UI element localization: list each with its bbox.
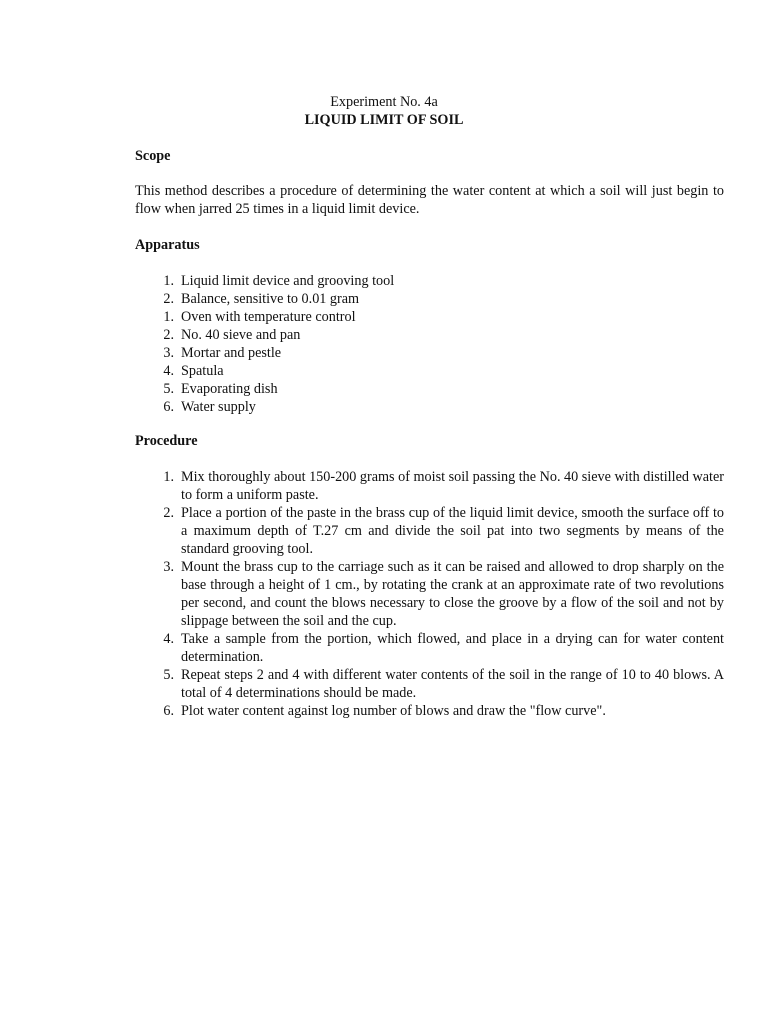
item-text: Mortar and pestle <box>181 345 282 361</box>
item-text: Liquid limit device and grooving tool <box>181 273 395 289</box>
item-number: 6. <box>163 399 174 415</box>
document-title: LIQUID LIMIT OF SOIL <box>304 112 464 128</box>
experiment-number: Experiment No. 4a <box>330 94 438 110</box>
item-number: 2. <box>163 291 174 307</box>
list-item <box>135 630 724 666</box>
step-text: Take a sample from the portion, which flowed, and place in a drying can for water content determination. <box>181 631 724 665</box>
step-number: 1. <box>163 469 174 485</box>
step-number: 6. <box>163 703 174 719</box>
item-text: No. 40 sieve and pan <box>181 327 301 343</box>
scope-text: This method describes a procedure of determining the water content at which a soil will just begin to flow when jarred 25 times in a liquid limit device. <box>135 183 724 217</box>
list-item <box>135 290 724 308</box>
item-number: 5. <box>163 381 174 397</box>
list-item <box>135 344 724 362</box>
item-text: Spatula <box>181 363 224 379</box>
list-item <box>135 380 724 398</box>
apparatus-heading: Apparatus <box>135 237 200 253</box>
step-text: Plot water content against log number of blows and draw the "flow curve". <box>181 703 606 719</box>
apparatus-list <box>135 272 724 416</box>
list-item <box>135 468 724 504</box>
list-item <box>135 308 724 326</box>
step-number: 4. <box>163 631 174 647</box>
item-number: 4. <box>163 363 174 379</box>
item-number: 3. <box>163 345 174 361</box>
step-text: Place a portion of the paste in the brass cup of the liquid limit device, smooth the surface off to a maximum depth of T.27 cm and divide the soil pat into two segments by means of the standard grooving tool. <box>181 505 724 557</box>
list-item <box>135 362 724 380</box>
item-text: Balance, sensitive to 0.01 gram <box>181 291 360 307</box>
item-number: 1. <box>163 309 174 325</box>
step-text: Mix thoroughly about 150-200 grams of moist soil passing the No. 40 sieve with distilled water to form a uniform paste. <box>181 469 725 503</box>
list-item <box>135 326 724 344</box>
list-item <box>135 702 724 720</box>
step-text: Repeat steps 2 and 4 with different water contents of the soil in the range of 10 to 40 blows. A total of 4 determinations should be made. <box>181 667 724 701</box>
item-number: 1. <box>163 273 174 289</box>
scope-heading: Scope <box>135 148 171 164</box>
item-text: Evaporating dish <box>181 381 278 397</box>
step-number: 3. <box>163 559 174 575</box>
list-item <box>135 398 724 416</box>
list-item <box>135 272 724 290</box>
list-item <box>135 504 724 558</box>
item-text: Water supply <box>181 399 256 415</box>
item-text: Oven with temperature control <box>181 309 356 325</box>
step-number: 2. <box>163 505 174 521</box>
procedure-heading: Procedure <box>135 433 198 449</box>
step-number: 5. <box>163 667 174 683</box>
procedure-list <box>135 468 724 720</box>
list-item <box>135 558 724 630</box>
step-text: Mount the brass cup to the carriage such as it can be raised and allowed to drop sharply on the base through a height of 1 cm., by rotating the crank at an approximate rate of two revolutions per second, and count the blows necessary to close the groove by a flow of the soil and not by slippage between the soil and the cup. <box>181 559 724 629</box>
list-item <box>135 666 724 702</box>
item-number: 2. <box>163 327 174 343</box>
